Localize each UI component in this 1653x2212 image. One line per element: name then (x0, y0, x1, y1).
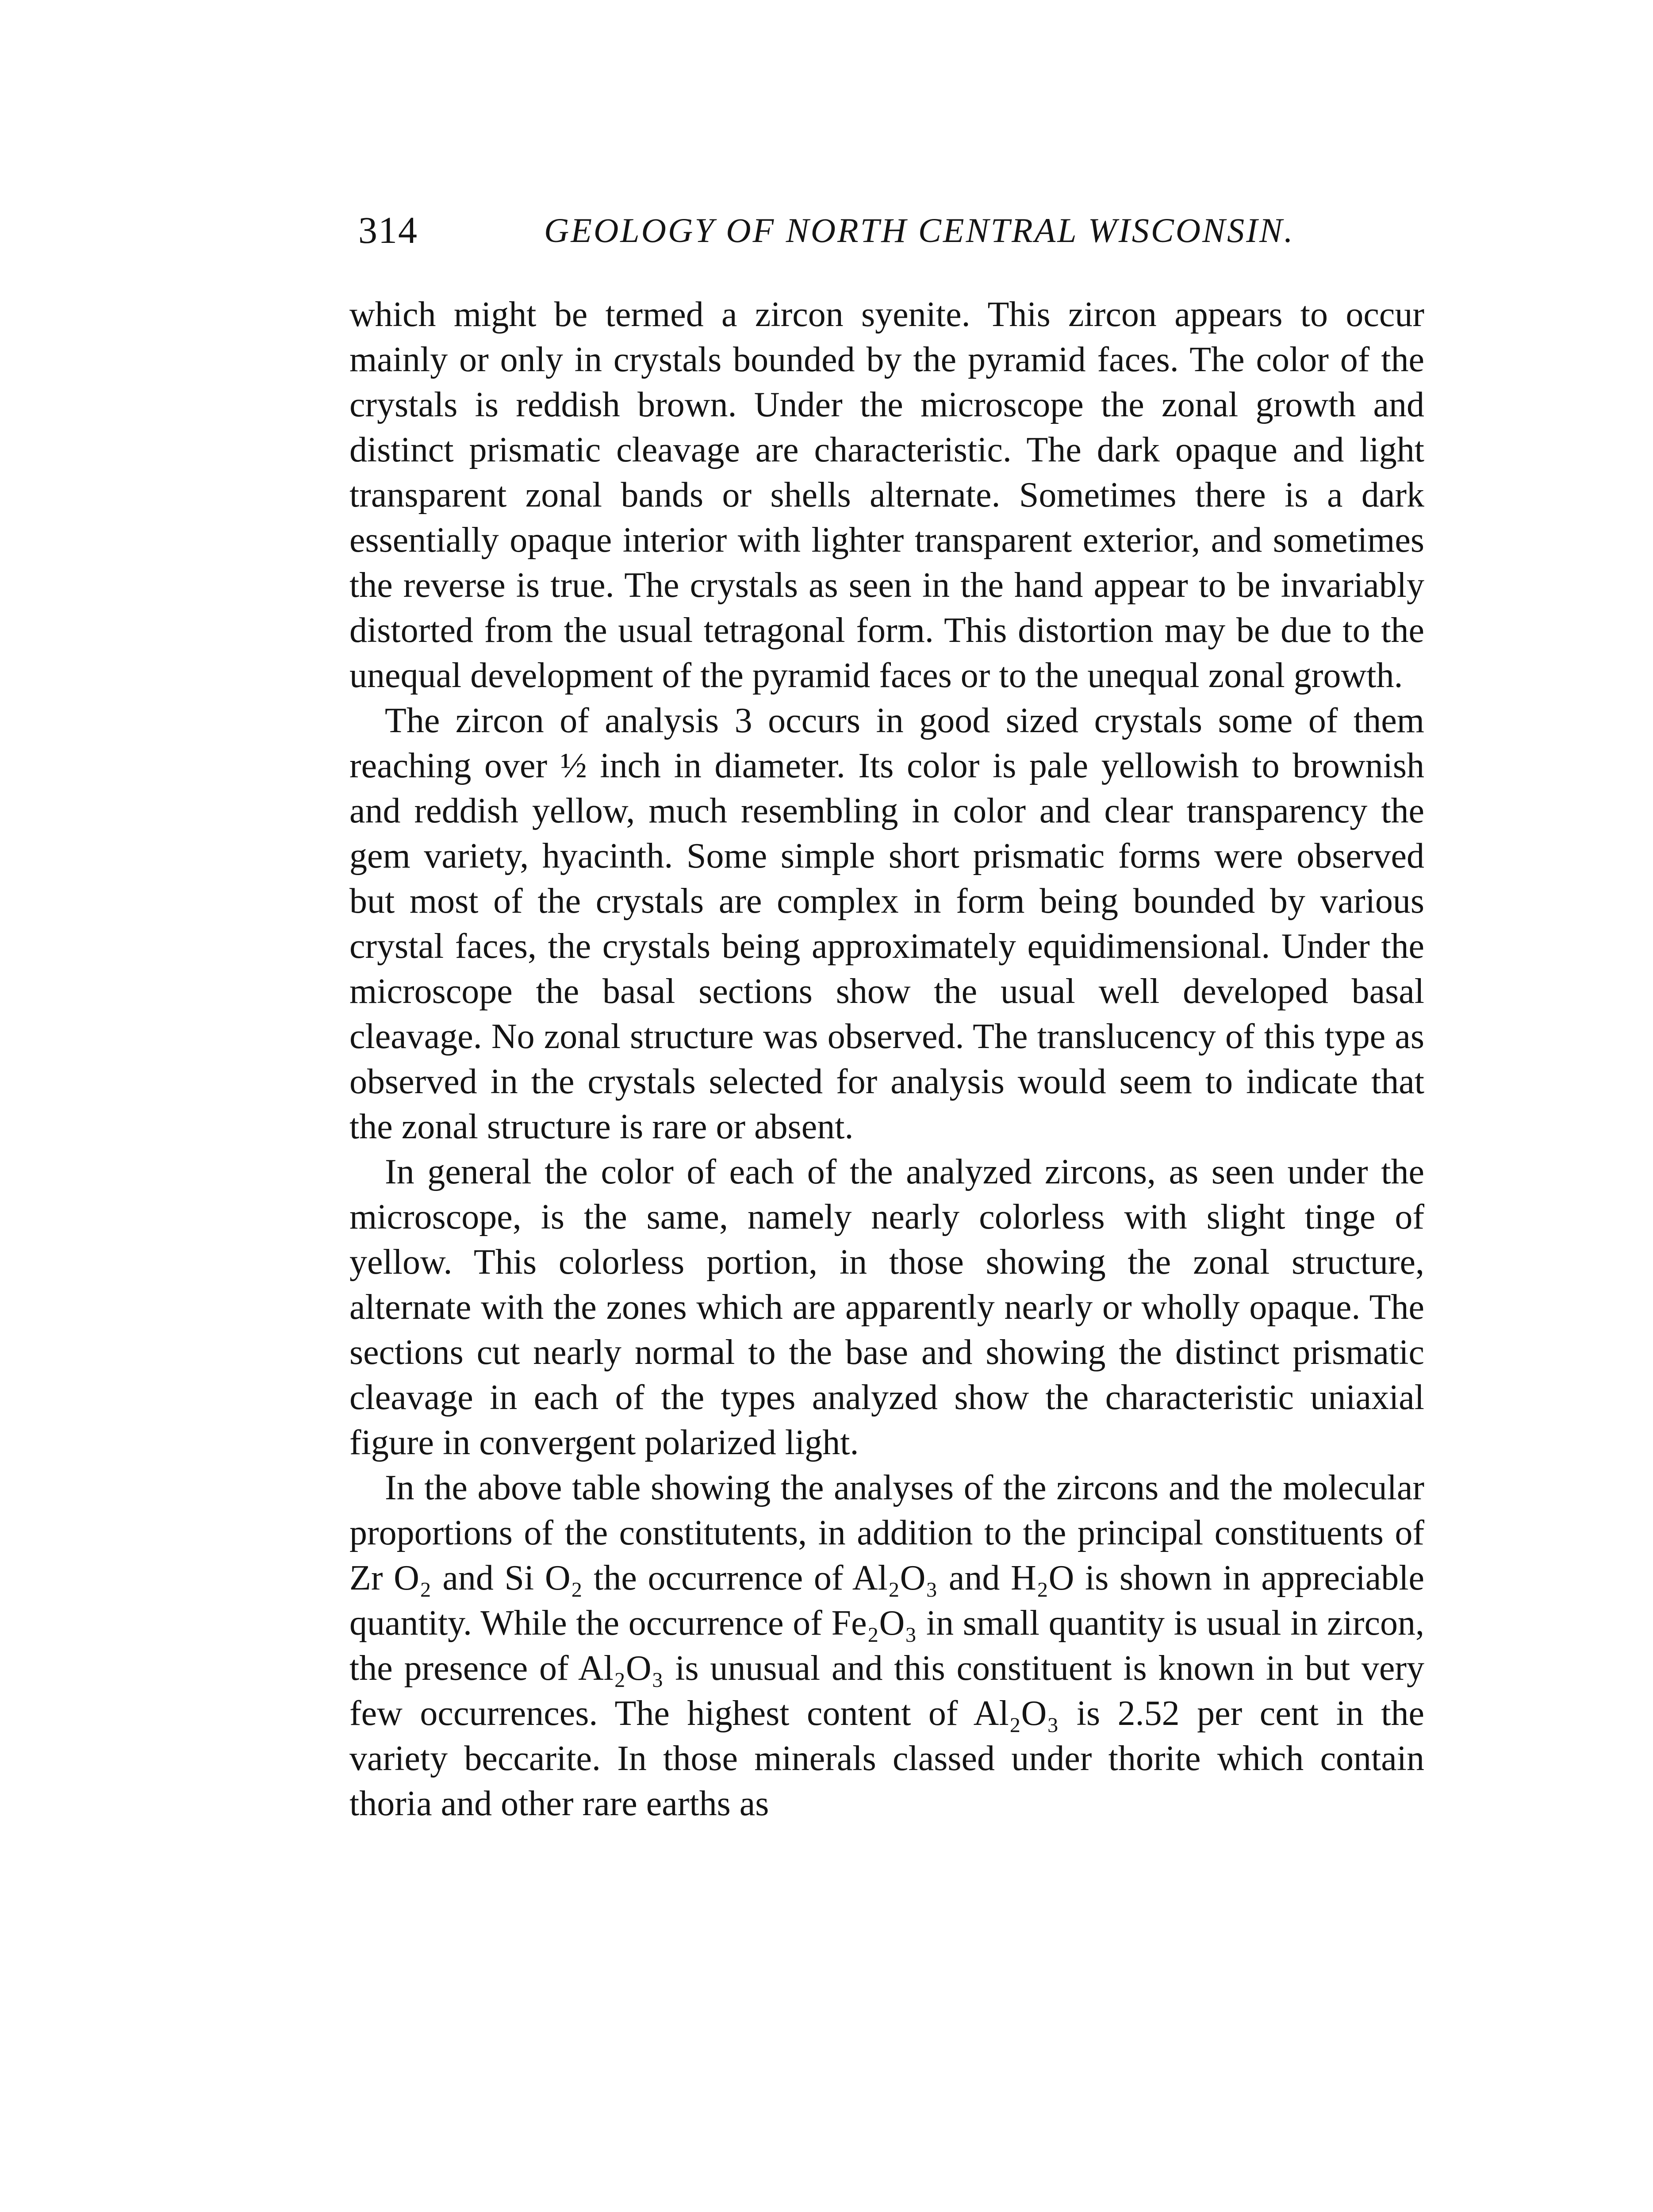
page-number: 314 (358, 209, 418, 251)
paragraph-table-analyses: In the above table showing the analyses of the zircons and the molecular proportions of the constitutents, in addition to the principal constituents of Zr O₂ and Si O₂ the occurrence of Al₂O₃ and H₂O is shown in appreciable quantity. While the occurrence of Fe₂O₃ in small quantity is usual in zircon, the presence of Al₂O₃ is unusual and this constituent is known in but very few occurrences. The highest content of Al₂O₃ is 2.52 per cent in the variety beccarite. In those minerals classed under thorite which contain thoria and other rare earths as (349, 1468, 1424, 1823)
page-header (358, 208, 1438, 261)
paragraph-continued: which might be termed a zircon syenite. This zircon appears to occur mainly or only in crystals bounded by the pyramid faces. The color of the crystals is reddish brown. Under the microscope the zonal growth and distinct prismatic cleavage are characteristic. The dark opaque and light transparent zonal bands or shells alternate. Sometimes there is a dark essentially opaque interior with lighter transparent exterior, and sometimes the reverse is true. The crystals as seen in the hand appear to be invariably distorted from the usual tetragonal form. This distortion may be due to the unequal development of the pyramid faces or to the unequal zonal growth. (349, 295, 1424, 695)
running-title: GEOLOGY OF NORTH CENTRAL WISCONSIN. (544, 211, 1295, 250)
body-text (349, 292, 1424, 1826)
paragraph-zircon-analysis-3: The zircon of analysis 3 occurs in good sized crystals some of them reaching over ½ inch in diameter. Its color is pale yellowish to brownish and reddish yellow, much resembling in color and clear transparency the gem variety, hyacinth. Some simple short prismatic forms were observed but most of the crystals are complex in form being bounded by various crystal faces, the crystals being approximately equidimensional. Under the microscope the basal sections show the usual well developed basal cleavage. No zonal structure was observed. The translucency of this type as observed in the crystals selected for analysis would seem to indicate that the zonal structure is rare or absent. (349, 701, 1424, 1146)
paragraph-general-color: In general the color of each of the analyzed zircons, as seen under the microscope, is the same, namely nearly colorless with slight tinge of yellow. This colorless portion, in those showing the zonal structure, alternate with the zones which are apparently nearly or wholly opaque. The sections cut nearly normal to the base and showing the distinct prismatic cleavage in each of the types analyzed show the characteristic uniaxial figure in convergent polarized light. (349, 1152, 1424, 1462)
